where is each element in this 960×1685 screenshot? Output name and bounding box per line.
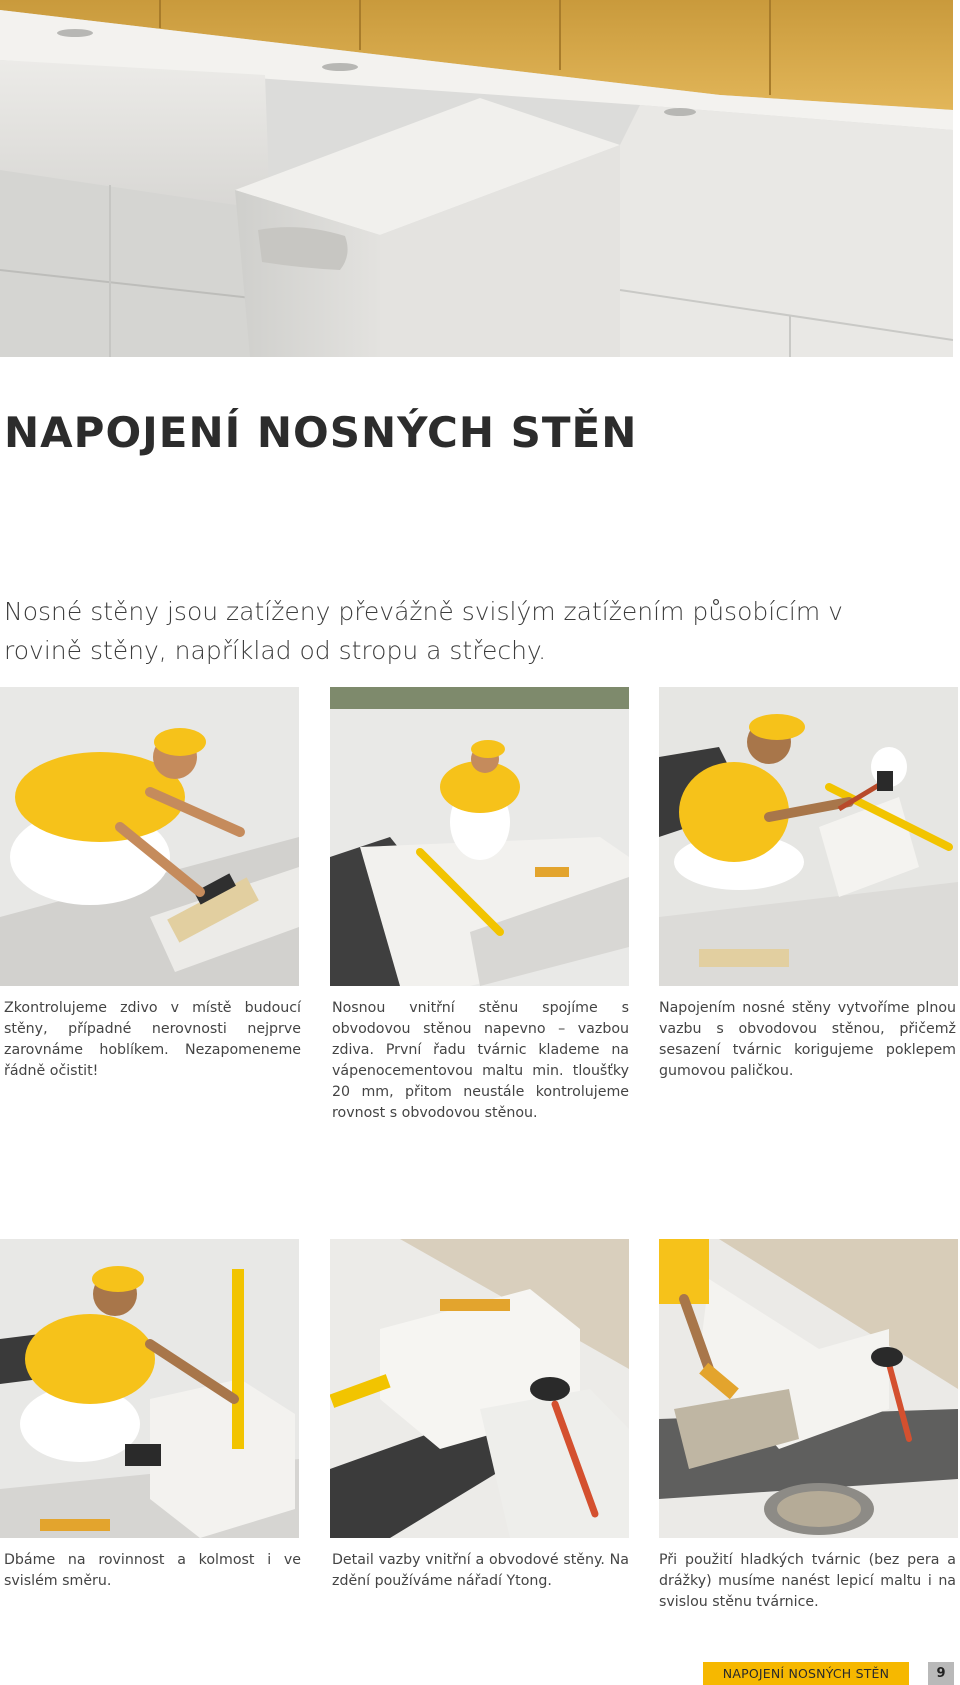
step-5-caption: Detail vazby vnitřní a obvodové stěny. Na zdění používáme nářadí Ytong. [332,1552,629,1589]
hero-photo-block-wall [0,0,953,357]
step-3-photo [659,687,958,986]
intro-text: Nosné stěny jsou zatíženy převážně svislým zatížením působícím v rovině stěny, například od stropu a střechy. [4,597,843,665]
step-2-photo [330,687,629,986]
step-1-photo [0,687,299,986]
step-1-caption: Zkontrolujeme zdivo v místě budoucí stěny, případné nerovnosti nejprve zarovnáme hoblíkem. Nezapomeneme řádně očistit! [4,1000,301,1079]
step-2-caption: Nosnou vnitřní stěnu spojíme s obvodovou stěnou napevno – vazbou zdiva. První řadu tvárnic klademe na vápenocementovou maltu min. tloušťky 20 mm, přitom neustále kontrolujeme rovnost s obvodovou stěnou. [332,1000,629,1121]
step-6-caption: Při použití hladkých tvárnic (bez pera a drážky) musíme nanést lepicí maltu i na svislou stěnu tvárnice. [659,1552,956,1610]
step-4-caption: Dbáme na rovinnost a kolmost i ve svislém směru. [4,1552,301,1589]
step-4-photo [0,1239,299,1538]
footer-section-label [703,1662,909,1685]
step-3-caption: Napojením nosné stěny vytvoříme plnou vazbu s obvodovou stěnou, přičemž sesazení tvárnic korigujeme poklepem gumovou paličkou. [659,1000,956,1079]
footer-section-text: NAPOJENÍ NOSNÝCH STĚN [722,1666,890,1681]
step-5-photo [330,1239,629,1538]
page-title: NAPOJENÍ NOSNÝCH STĚN [4,408,638,457]
step-6-photo [659,1239,958,1538]
page-number: 9 [928,1662,954,1685]
